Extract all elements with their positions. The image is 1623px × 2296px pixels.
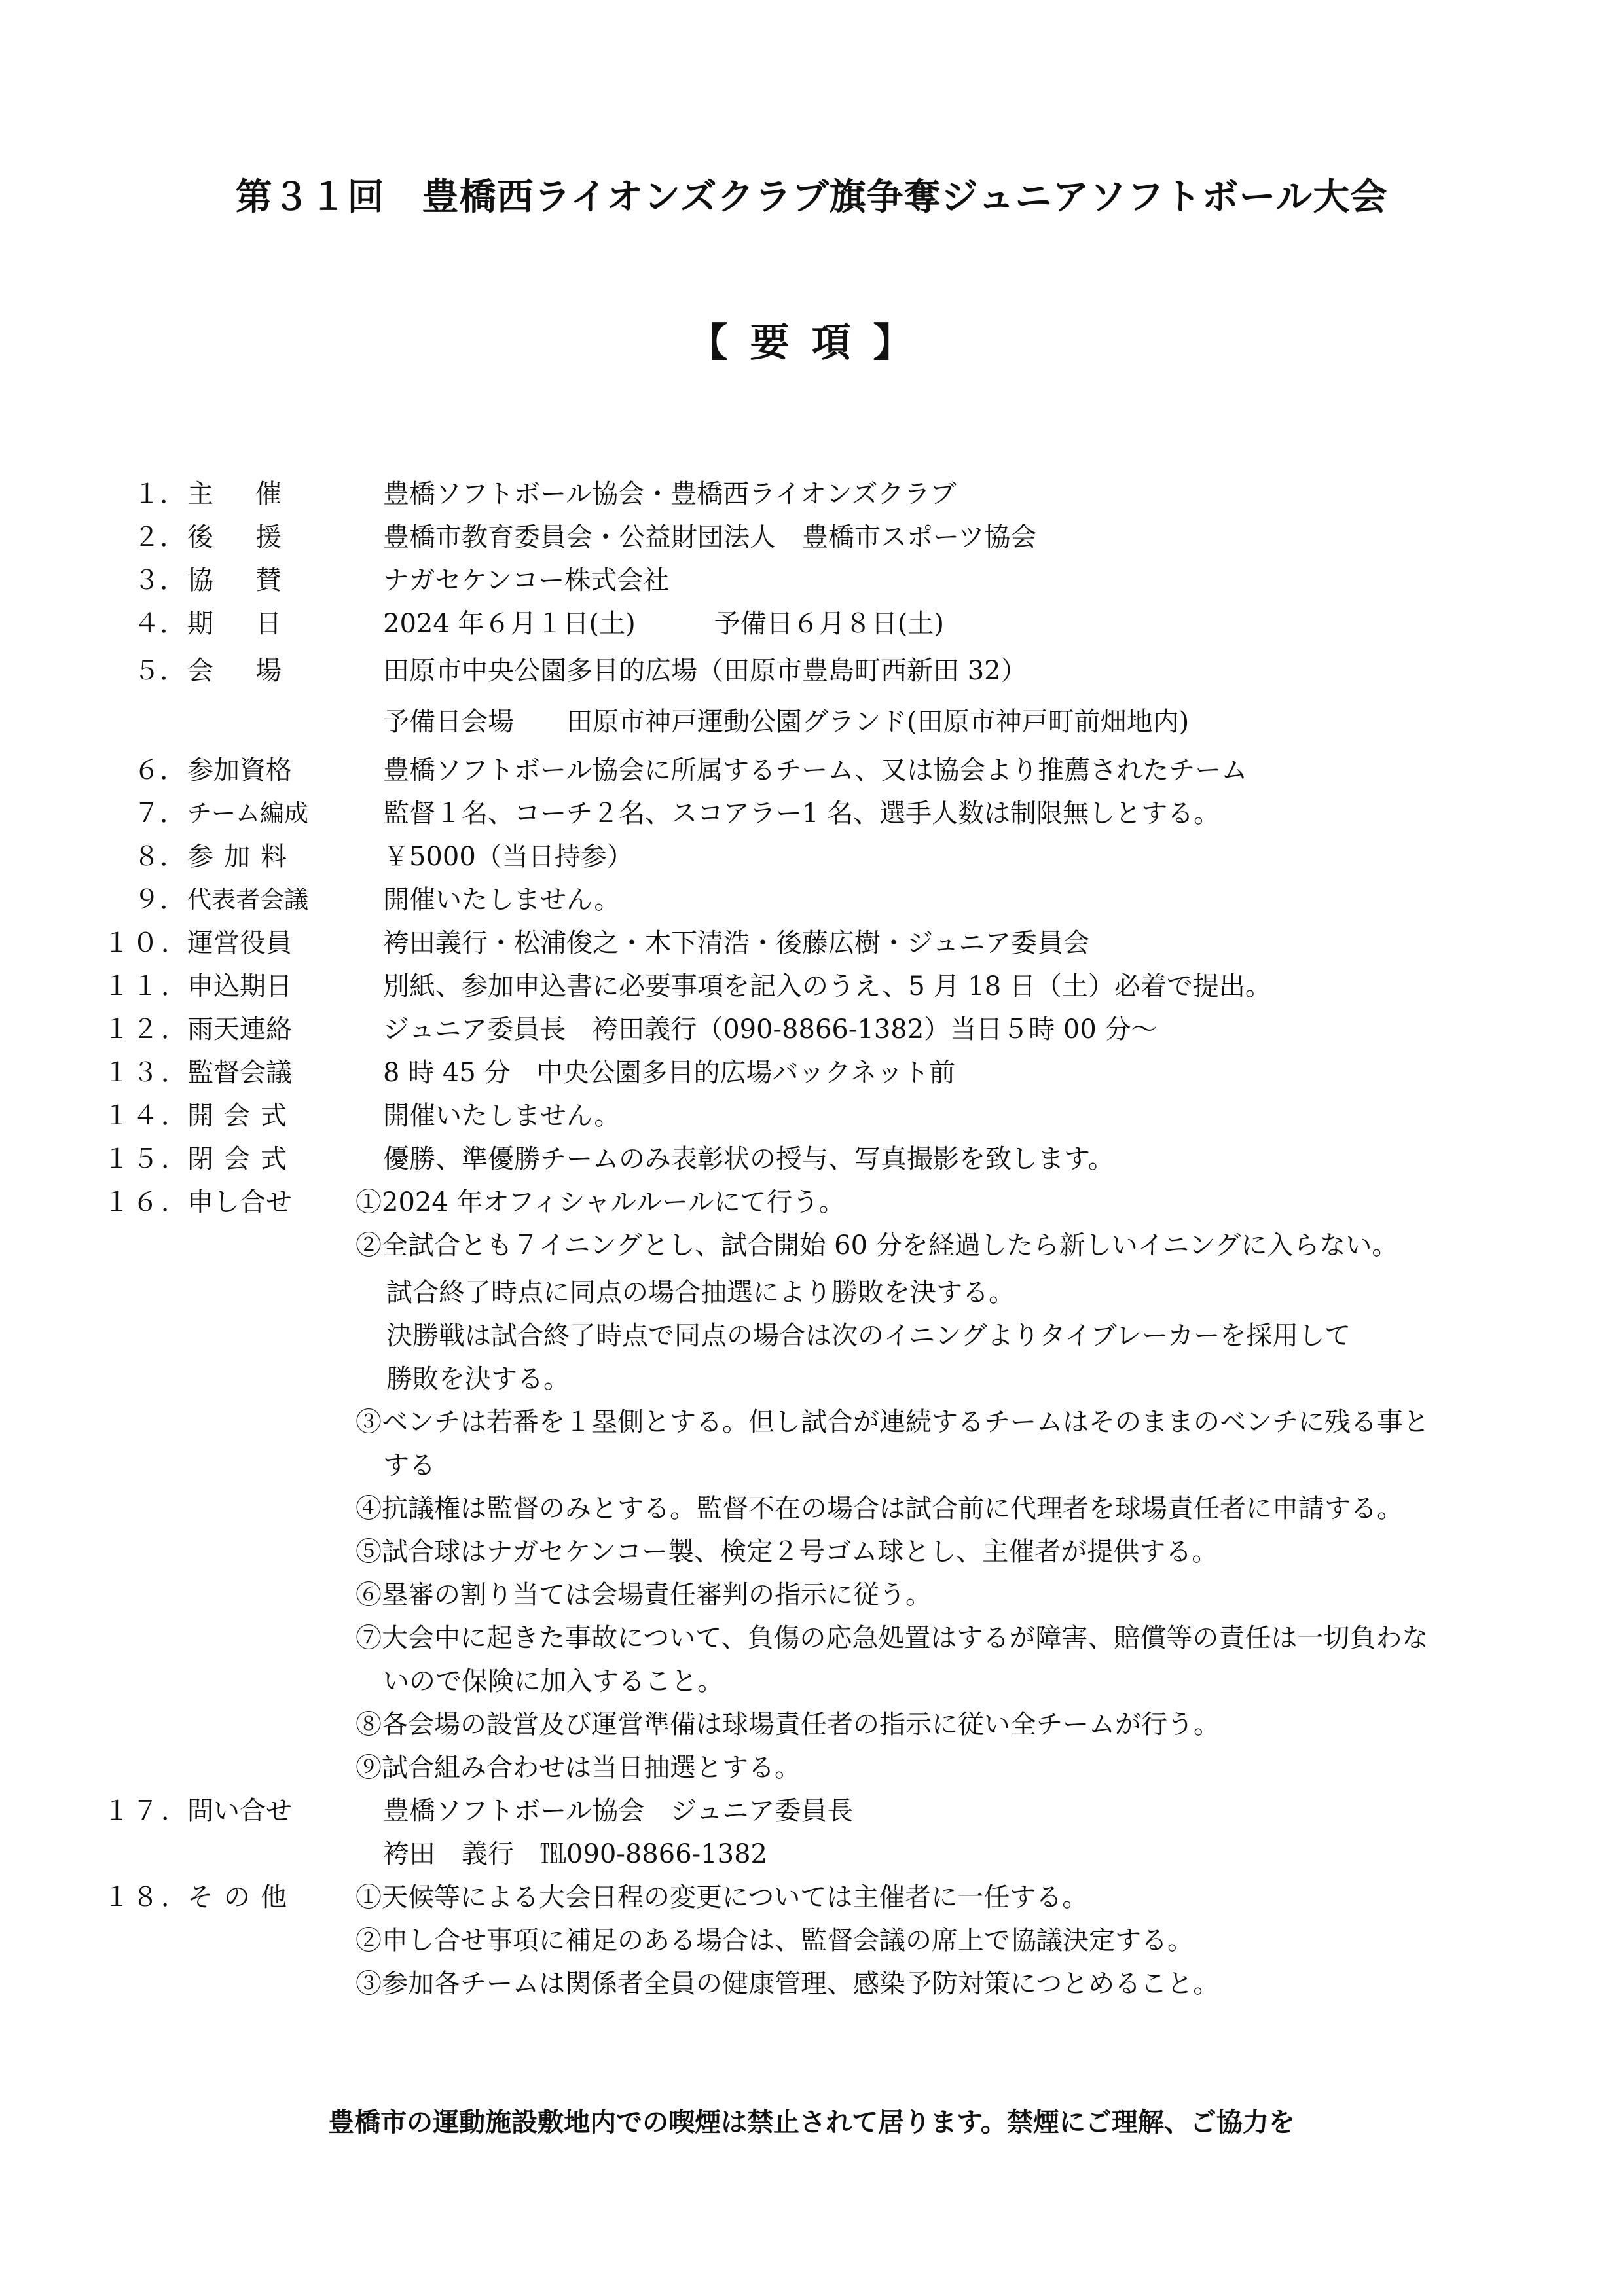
item-content: ナガセケンコー株式会社 — [383, 565, 670, 596]
item-content: 豊橋ソフトボール協会 ジュニア委員長 — [383, 1796, 854, 1826]
item-label: 問い合せ — [187, 1796, 292, 1826]
item-other — [0, 1876, 1623, 1919]
item-content: 予備日会場 田原市神戸運動公園グランド(田原市神戸町前畑地内) — [383, 707, 1190, 737]
item-content: 豊橋市教育委員会・公益財団法人 豊橋市スポーツ協会 — [383, 522, 1037, 552]
item-agreements-line — [0, 1703, 1623, 1746]
item-content: ￥5000（当日持参） — [383, 842, 633, 872]
item-staff — [0, 922, 1623, 965]
item-label: 開会式 — [187, 1101, 297, 1131]
item-number: ６． — [134, 755, 186, 785]
item-content: 8 時 45 分 中央公園多目的広場バックネット前 — [383, 1058, 956, 1088]
item-number: １５． — [103, 1144, 190, 1174]
item-agreements-line — [0, 1444, 1623, 1487]
item-label: 会場 — [187, 656, 323, 686]
item-rain-contact — [0, 1008, 1623, 1051]
item-number: １２． — [103, 1014, 190, 1045]
item-label: 期日 — [187, 609, 323, 639]
item-label: 監督会議 — [187, 1058, 292, 1088]
item-label: 雨天連絡 — [187, 1014, 292, 1045]
item-content: ⑧各会場の設営及び運営準備は球場責任者の指示に従い全チームが行う。 — [356, 1710, 1220, 1740]
item-label: 後援 — [187, 522, 323, 552]
item-label: チーム編成 — [187, 799, 308, 827]
item-agreements-line — [0, 1401, 1623, 1444]
item-other-line — [0, 1919, 1623, 1962]
item-inquiry — [0, 1789, 1623, 1833]
item-content: ①2024 年オフィシャルルールにて行う。 — [356, 1187, 845, 1217]
item-number: １６． — [103, 1187, 190, 1217]
item-content: 開催いたしません。 — [383, 885, 621, 915]
item-label: 運営役員 — [187, 928, 292, 958]
item-content: 監督１名、コーチ２名、スコアラー1 名、選手人数は制限無しとする。 — [383, 798, 1220, 829]
item-content: 田原市中央公園多目的広場（田原市豊島町西新田 32） — [383, 656, 1027, 686]
item-content: ②申し合せ事項に補足のある場合は、監督会議の席上で協議決定する。 — [356, 1926, 1194, 1956]
item-agreements-line — [0, 1530, 1623, 1573]
item-agreements-line — [0, 1487, 1623, 1530]
item-content: ④抗議権は監督のみとする。監督不在の場合は試合前に代理者を球場責任者に申請する。 — [356, 1494, 1403, 1524]
item-content: ⑥塁審の割り当ては会場責任審判の指示に従う。 — [356, 1580, 932, 1610]
item-content: 決勝戦は試合終了時点で同点の場合は次のイニングよりタイブレーカーを採用して — [386, 1321, 1351, 1351]
item-coach-meeting — [0, 1051, 1623, 1094]
item-rep-meeting — [0, 878, 1623, 922]
item-label: 閉会式 — [187, 1144, 297, 1174]
item-opening — [0, 1094, 1623, 1138]
document-subtitle: 【要項】 — [688, 320, 935, 366]
item-content: 開催いたしません。 — [383, 1101, 621, 1131]
item-number: １０． — [103, 928, 190, 958]
item-content: 袴田義行・松浦俊之・木下清浩・後藤広樹・ジュニア委員会 — [383, 928, 1090, 958]
item-number: ２． — [134, 522, 186, 552]
item-label: その他 — [187, 1882, 297, 1912]
item-content: ⑤試合球はナガセケンコー製、検定２号ゴム球とし、主催者が提供する。 — [356, 1537, 1218, 1567]
item-cosponsor — [0, 559, 1623, 602]
item-date — [0, 602, 1623, 645]
item-content: ⑦大会中に起きた事故について、負傷の応急処置はするが障害、賠償等の責任は一切負わな — [356, 1623, 1429, 1653]
item-venue — [0, 649, 1623, 692]
item-fee — [0, 835, 1623, 878]
item-label: 参加資格 — [187, 755, 292, 785]
item-closing — [0, 1138, 1623, 1181]
no-smoking-notice: 豊橋市の運動施設敷地内での喫煙は禁止されて居ります。禁煙にご理解、ご協力を — [328, 2108, 1295, 2138]
item-content: する — [383, 1450, 435, 1480]
document-title: 第３１回 豊橋西ライオンズクラブ旗争奪ジュニアソフトボール大会 — [235, 176, 1388, 219]
item-content: ③参加各チームは関係者全員の健康管理、感染予防対策につとめること。 — [356, 1969, 1220, 1999]
item-label: 主催 — [187, 479, 323, 509]
item-number: １４． — [103, 1101, 190, 1131]
item-content: ①天候等による大会日程の変更については主催者に一任する。 — [356, 1882, 1089, 1912]
item-content: ⑨試合組み合わせは当日抽選とする。 — [356, 1753, 801, 1783]
item-content: 優勝、準優勝チームのみ表彰状の授与、写真撮影を致します。 — [383, 1144, 1114, 1174]
item-number: ８． — [134, 842, 186, 872]
item-number: １３． — [103, 1058, 190, 1088]
item-venue-reserve — [0, 700, 1623, 744]
item-agreements-line — [0, 1224, 1623, 1267]
item-label: 協賛 — [187, 565, 323, 596]
item-content: ②全試合とも７イニングとし、試合開始 60 分を経過したら新しいイニングに入らない。 — [356, 1230, 1398, 1261]
item-agreements-line — [0, 1314, 1623, 1357]
item-other-line — [0, 1962, 1623, 2005]
item-sponsor — [0, 516, 1623, 559]
item-number: １８． — [103, 1882, 190, 1912]
item-content: ジュニア委員長 袴田義行（090-8866-1382）当日５時 00 分～ — [383, 1014, 1158, 1045]
item-agreements-line — [0, 1660, 1623, 1703]
item-agreements-line — [0, 1573, 1623, 1617]
item-number: １７． — [103, 1796, 190, 1826]
item-number: ５． — [134, 656, 186, 686]
item-label: 申込期日 — [187, 971, 292, 1001]
item-label: 申し合せ — [187, 1187, 292, 1217]
item-label: 代表者会議 — [187, 886, 308, 914]
item-number: ４． — [134, 609, 186, 639]
item-agreements — [0, 1181, 1623, 1224]
item-content: 別紙、参加申込書に必要事項を記入のうえ、5 月 18 日（土）必着で提出。 — [383, 971, 1271, 1001]
item-inquiry-contact — [0, 1833, 1623, 1876]
item-content: 豊橋ソフトボール協会に所属するチーム、又は協会より推薦されたチーム — [383, 755, 1248, 785]
item-content: ③ベンチは若番を１塁側とする。但し試合が連続するチームはそのままのベンチに残る事と — [356, 1407, 1429, 1437]
item-content: 試合終了時点に同点の場合抽選により勝敗を決する。 — [386, 1278, 1015, 1308]
item-content: 豊橋ソフトボール協会・豊橋西ライオンズクラブ — [383, 479, 957, 509]
item-agreements-line — [0, 1357, 1623, 1401]
item-agreements-line — [0, 1746, 1623, 1789]
item-number: １． — [134, 479, 186, 509]
item-deadline — [0, 965, 1623, 1008]
item-content: 勝敗を決する。 — [386, 1364, 570, 1394]
item-number: ７． — [134, 798, 186, 829]
item-number: １１． — [103, 971, 190, 1001]
item-number: ３． — [134, 565, 186, 596]
item-eligibility — [0, 749, 1623, 792]
item-content: 袴田 義行 ℡090-8866-1382 — [383, 1839, 767, 1869]
item-agreements-line — [0, 1617, 1623, 1660]
item-team-composition — [0, 792, 1623, 835]
item-agreements-line — [0, 1271, 1623, 1314]
item-number: ９． — [134, 885, 186, 915]
item-content: 2024 年６月１日(土) 予備日６月８日(土) — [383, 609, 944, 639]
item-content: いので保険に加入すること。 — [383, 1666, 723, 1696]
item-organizer — [0, 473, 1623, 516]
item-label: 参加料 — [187, 842, 297, 872]
